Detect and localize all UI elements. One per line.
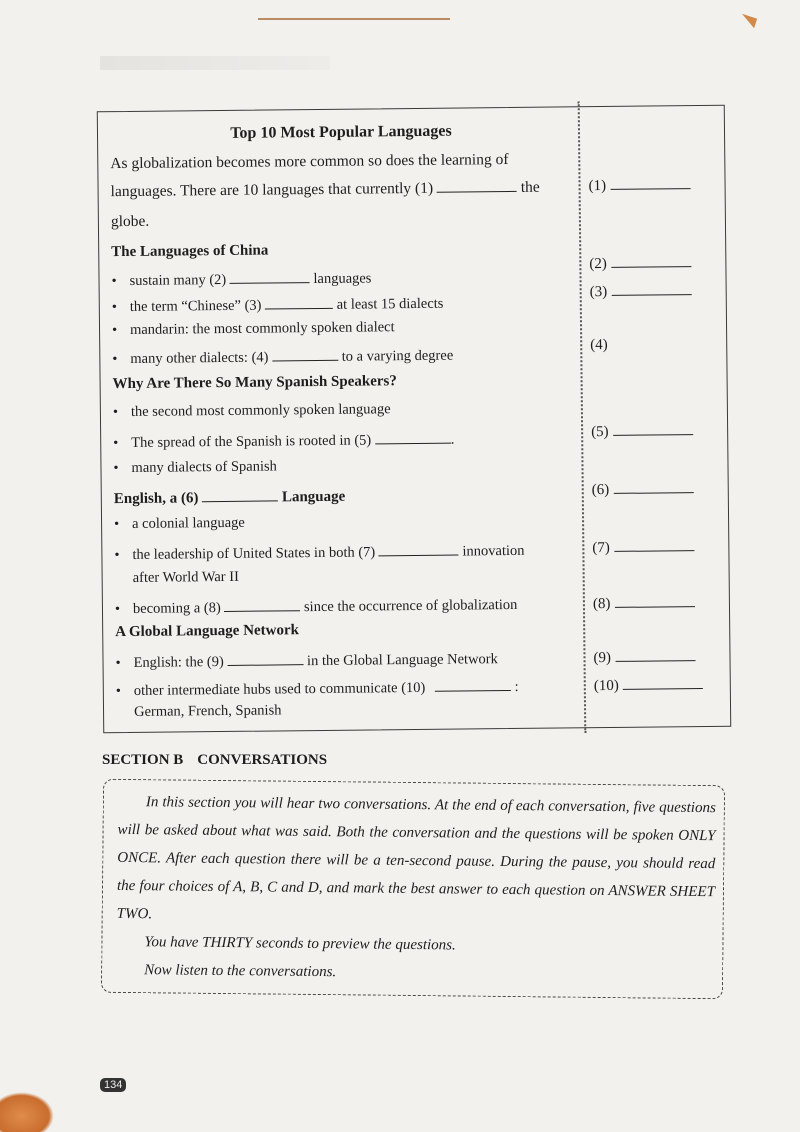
instructions-text [116,788,716,990]
bullet-english-1: • a colonial language [114,514,245,533]
instructions-box [101,779,725,1000]
intro-line-3: globe. [110,212,150,231]
blank-3 [265,294,333,310]
bullet-china-3: • mandarin: the most commonly spoken dialect [111,319,395,339]
bullet-china-1: • sustain many (2) languages [111,265,573,290]
blank-7 [379,541,459,557]
bullet-network-1: • English: the (9) in the Global Language Network [115,651,498,672]
bullet-text: other intermediate hubs used to communicate (10) [133,679,426,699]
answer-slot-8 [593,592,695,613]
bullet-english-3: • becoming a (8) since the occurrence of globalization [114,596,518,618]
bullet-spanish-3: • many dialects of Spanish [113,458,277,477]
bullet-text: innovation [462,542,525,560]
blank-8 [224,596,300,612]
blank-5 [375,429,451,445]
bullet-text: the leadership of United States in both (7) [132,544,376,563]
blank-9 [227,650,303,666]
heading-text: English, a (6) [113,490,199,508]
answer-line [623,674,703,690]
answer-label: (7) [592,539,610,557]
blank-4 [272,346,338,362]
section-label: SECTION B [102,752,184,768]
bullet-text: mandarin: the most commonly spoken dialect [129,319,395,338]
answer-slot-4 [590,337,608,354]
bullet-text: . [450,431,455,448]
bullet-english-2: • the leadership of United States in both (7) innovation [114,539,576,564]
notes-column [110,107,572,720]
answer-slot-5 [591,420,693,441]
answer-slot-1 [588,174,690,195]
answer-label: (8) [592,595,611,613]
answer-line [613,478,693,494]
bullet-text: to a varying degree [341,347,454,365]
heading-text: Language [281,488,346,506]
answer-label: (10) [593,677,619,695]
answer-slot-7 [592,536,694,557]
heading-english [114,486,346,508]
blank-6 [202,486,278,502]
answer-line [614,592,694,608]
answer-label: (5) [591,423,609,441]
column-divider [578,101,587,733]
answer-slot-10 [594,674,703,695]
answer-label: (2) [589,255,607,273]
bullet-text: languages [313,270,372,288]
note-taking-table [97,105,731,734]
corner-mark [739,14,757,28]
listen-line: Now listen to the conversations. [144,962,337,981]
heading-spanish: Why Are There So Many Spanish Speakers? [112,373,397,393]
answer-line [613,420,693,436]
answer-slot-2 [589,252,691,273]
heading-network: A Global Language Network [115,622,300,641]
bullet-text: sustain many (2) [129,271,227,289]
bullet-text: a colonial language [131,514,245,532]
bullet-network-2-cont: German, French, Spanish [133,702,282,720]
blank-2 [230,268,310,284]
answer-slot-6 [592,478,694,499]
answer-label: (9) [593,649,612,667]
answer-label: (6) [591,481,610,499]
bullet-text: at least 15 dialects [336,295,444,313]
answer-line [610,174,690,190]
bullet-text: : [514,678,519,695]
bullet-network-2: • other intermediate hubs used to communicate (10) : [116,675,578,700]
answer-line [614,536,694,552]
answer-label: (4) [590,336,608,354]
intro-line-2 [110,173,572,206]
answer-slot-9 [593,646,695,667]
top-rule [258,18,450,20]
bullet-china-4: • many other dialects: (4) to a varying degree [112,347,454,368]
bullet-text: since the occurrence of globalization [303,596,518,616]
bullet-text: in the Global Language Network [306,651,498,670]
heading-china: The Languages of China [111,242,269,261]
bullet-text: the term “Chinese” (3) [129,297,262,315]
blank-1 [437,177,517,193]
bullet-text: many other dialects: (4) [130,349,269,367]
answer-line [611,280,691,296]
answer-column [588,106,718,695]
thumb-shadow [0,1092,54,1132]
bullet-spanish-1: • the second most commonly spoken language [112,401,391,421]
answer-line [611,252,691,268]
answer-label: (3) [589,283,608,301]
bullet-text: the second most commonly spoken language [130,401,391,420]
notes-title: Top 10 Most Popular Languages [230,122,452,142]
bullet-english-2-cont: after World War II [132,568,239,586]
intro-text: languages. There are 10 languages that currently (1) [110,179,434,201]
section-title: CONVERSATIONS [197,752,328,768]
bullet-spanish-2: • The spread of the Spanish is rooted in (5) . [113,427,575,452]
intro-line-1: As globalization becomes more common so does the learning of [110,150,509,173]
answer-line [615,646,695,662]
faded-header [100,56,330,70]
answer-label: (1) [588,177,607,195]
bullet-china-2: • the term “Chinese” (3) at least 15 dialects [111,295,444,316]
bullet-text: many dialects of Spanish [131,458,277,476]
bullet-text: becoming a (8) [132,600,221,617]
bullet-text: The spread of the Spanish is rooted in (5) [131,432,372,451]
section-heading [102,752,327,769]
answer-slot-3 [590,280,692,301]
instructions-paragraph: In this section you will hear two conversations. At the end of each conversation, five questions will be asked about what was said. Both the conversation and the questions will be spoken ONLY ONCE. After each question there will be a ten-second pause. During the pause, you should read the four choices of A, B, C and D, and mark the best answer to each question on ANSWER SHEET TWO. [116,794,716,923]
preview-line: You have THIRTY seconds to preview the questions. [144,934,456,954]
page-number: 134 [100,1078,126,1092]
bullet-text: English: the (9) [133,654,224,671]
blank-10 [435,676,511,692]
intro-text-end: the [520,178,540,196]
